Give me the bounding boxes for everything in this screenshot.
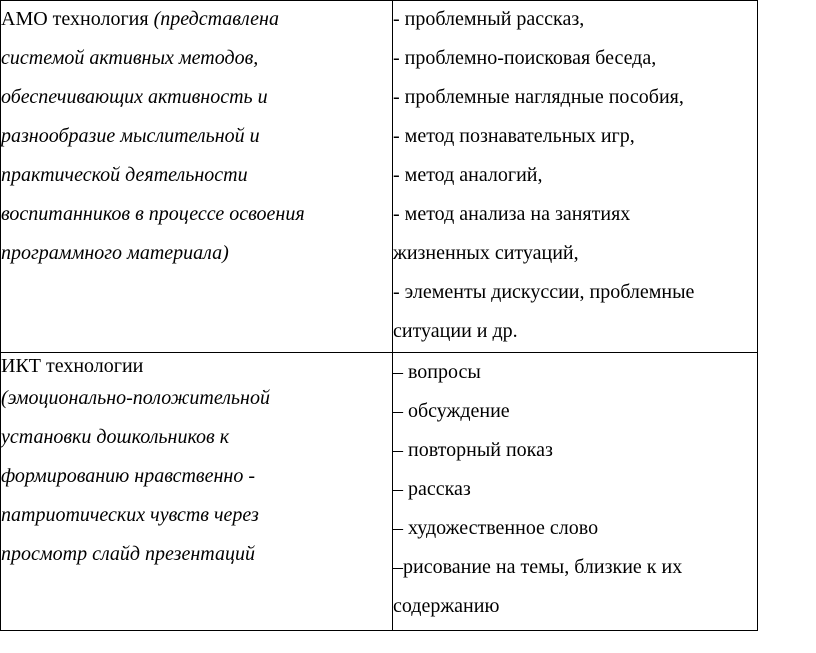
technology-description-line: воспитанников в процессе освоения <box>1 203 305 225</box>
cell-line <box>1 1 392 40</box>
technology-name: ИКТ технологии <box>1 355 144 377</box>
methods-cell <box>393 353 758 631</box>
method-item: - элементы дискуссии, проблемные <box>393 281 695 303</box>
technology-description-line: установки дошкольников к <box>1 426 230 448</box>
method-item: содержанию <box>393 595 500 617</box>
technology-description-line: обеспечивающих активность и <box>1 86 268 108</box>
technology-name: АМО технология <box>1 8 149 30</box>
technology-description-line: системой активных методов, <box>1 47 259 69</box>
table-row <box>1 1 758 353</box>
method-item: – вопросы <box>393 361 481 383</box>
technology-description-line: практической деятельности <box>1 164 248 186</box>
method-item: - проблемный рассказ, <box>393 8 585 30</box>
technology-cell <box>1 1 393 353</box>
method-item: - метод анализа на занятиях <box>393 203 631 225</box>
method-item: – повторный показ <box>393 439 553 461</box>
method-item: – художественное слово <box>393 517 599 539</box>
method-item: ситуации и др. <box>393 320 518 342</box>
methods-cell <box>393 1 758 353</box>
technology-description-line: (представлена <box>153 8 279 30</box>
table-row <box>1 353 758 631</box>
method-item: жизненных ситуаций, <box>393 242 579 264</box>
technology-description-line: программного материала) <box>1 242 229 264</box>
method-item: - проблемно-поисковая беседа, <box>393 47 657 69</box>
technology-description-line: патриотических чувств через <box>1 504 259 526</box>
technology-description-line: (эмоционально-положительной <box>1 387 270 409</box>
technology-description-line: разнообразие мыслительной и <box>1 125 260 147</box>
technology-description-line: формированию нравственно - <box>1 465 255 487</box>
technology-description-line: просмотр слайд презентаций <box>1 543 255 565</box>
method-item: – рассказ <box>393 478 471 500</box>
method-item: – обсуждение <box>393 400 510 422</box>
method-item: - метод познавательных игр, <box>393 125 635 147</box>
technology-cell <box>1 353 393 631</box>
method-item: –рисование на темы, близкие к их <box>393 556 683 578</box>
method-item: - метод аналогий, <box>393 164 543 186</box>
method-item: - проблемные наглядные пособия, <box>393 86 684 108</box>
